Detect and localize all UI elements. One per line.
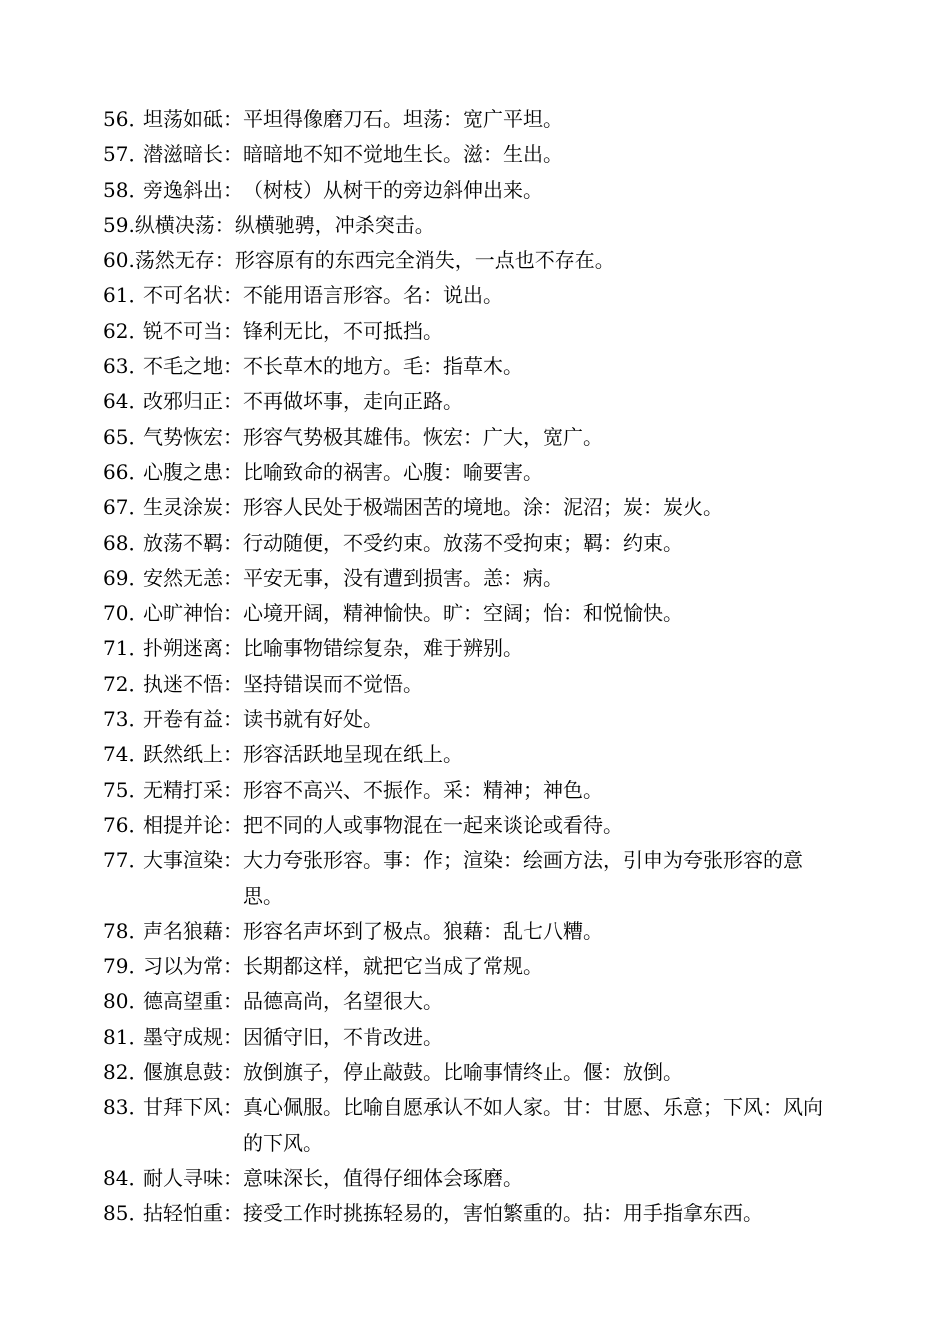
idiom-entry xyxy=(103,596,863,631)
idiom-term: 不可名状： xyxy=(143,283,243,308)
idiom-definition: 锋利无比，不可抵挡。 xyxy=(243,318,443,343)
idiom-term: 扑朔迷离： xyxy=(143,636,243,661)
entry-number: 62． xyxy=(103,318,149,343)
idiom-term: 纵横决荡： xyxy=(134,212,235,237)
idiom-definition: 不能用语言形容。名：说出。 xyxy=(243,283,503,308)
idiom-entry xyxy=(103,773,863,808)
idiom-term: 德高望重： xyxy=(143,989,243,1014)
idiom-term: 安然无恙： xyxy=(143,565,243,590)
idiom-definition: 长期都这样，就把它当成了常规。 xyxy=(243,954,543,979)
idiom-definition: 平坦得像磨刀石。坦荡：宽广平坦。 xyxy=(243,107,563,131)
entry-number: 60. xyxy=(103,248,135,273)
idiom-definition: 因循守旧，不肯改进。 xyxy=(243,1024,443,1049)
idiom-definition: 真心佩服。比喻自愿承认不如人家。甘：甘愿、乐意；下风：风向的下风。 xyxy=(243,1095,823,1155)
idiom-entry xyxy=(103,102,863,137)
idiom-definition: 不长草木的地方。毛：指草木。 xyxy=(243,354,523,379)
idiom-definition: 读书就有好处。 xyxy=(243,707,383,732)
idiom-definition: 放倒旗子，停止敲鼓。比喻事情终止。偃：放倒。 xyxy=(243,1060,683,1085)
idiom-entry xyxy=(103,349,863,384)
entry-number: 69． xyxy=(103,565,149,590)
idiom-entry xyxy=(103,314,863,349)
idiom-term: 偃旗息鼓： xyxy=(143,1060,243,1085)
idiom-entry xyxy=(103,243,863,278)
idiom-term: 墨守成规： xyxy=(143,1024,243,1049)
idiom-definition: 比喻致命的祸害。心腹：喻要害。 xyxy=(243,459,543,484)
entry-number: 57． xyxy=(103,142,149,167)
idiom-entry xyxy=(103,526,863,561)
idiom-entry xyxy=(103,173,863,208)
idiom-term: 拈轻怕重： xyxy=(143,1201,243,1226)
idiom-definition: 比喻事物错综复杂，难于辨别。 xyxy=(243,636,523,661)
idiom-entry xyxy=(103,1055,863,1090)
idiom-entry xyxy=(103,1090,863,1161)
idiom-entry xyxy=(103,208,863,243)
idiom-term: 心腹之患： xyxy=(143,459,243,484)
entry-number: 67． xyxy=(103,495,149,520)
idiom-definition: 把不同的人或事物混在一起来谈论或看待。 xyxy=(243,812,623,837)
idiom-definition: 意味深长，值得仔细体会琢磨。 xyxy=(243,1165,523,1190)
idiom-term: 习以为常： xyxy=(143,954,243,979)
idiom-entry xyxy=(103,914,863,949)
entry-number: 72． xyxy=(103,671,149,696)
idiom-term: 不毛之地： xyxy=(143,354,243,379)
entry-number: 74． xyxy=(103,742,149,767)
idiom-entry xyxy=(103,1020,863,1055)
entry-number: 71． xyxy=(103,636,149,661)
idiom-term: 锐不可当： xyxy=(143,318,243,343)
entry-number: 77． xyxy=(103,848,149,873)
idiom-entry xyxy=(103,1196,863,1231)
entry-number: 65． xyxy=(103,424,149,449)
entry-number: 82． xyxy=(103,1060,149,1085)
entry-number: 80． xyxy=(103,989,149,1014)
idiom-definition: 纵横驰骋，冲杀突击。 xyxy=(234,212,435,237)
idiom-entry xyxy=(103,384,863,419)
entry-number: 84． xyxy=(103,1165,149,1190)
idiom-definition: 形容名声坏到了极点。狼藉：乱七八糟。 xyxy=(243,918,603,943)
entry-number: 73． xyxy=(103,707,149,732)
idiom-term: 坦荡如砥： xyxy=(143,107,243,131)
idiom-entry xyxy=(103,984,863,1019)
idiom-entry xyxy=(103,702,863,737)
idiom-term: 心旷神怡： xyxy=(143,601,243,626)
entry-number: 58． xyxy=(103,177,149,202)
entry-number: 63． xyxy=(103,354,149,379)
idiom-term: 开卷有益： xyxy=(143,707,243,732)
idiom-term: 放荡不羁： xyxy=(143,530,243,555)
idiom-entry xyxy=(103,561,863,596)
entry-number: 70． xyxy=(103,601,149,626)
idiom-entry xyxy=(103,137,863,172)
idiom-entry xyxy=(103,420,863,455)
idiom-definition: 大力夸张形容。事：作；渲染：绘画方法，引申为夸张形容的意思。 xyxy=(243,848,803,908)
idiom-list xyxy=(103,102,863,1232)
idiom-definition: 暗暗地不知不觉地生长。滋：生出。 xyxy=(243,142,563,167)
entry-number: 85． xyxy=(103,1201,149,1226)
idiom-entry xyxy=(103,667,863,702)
idiom-term: 声名狼藉： xyxy=(143,918,243,943)
entry-number: 81． xyxy=(103,1024,149,1049)
entry-number: 56． xyxy=(103,107,149,131)
entry-number: 68． xyxy=(103,530,149,555)
idiom-term: 生灵涂炭： xyxy=(143,495,243,520)
idiom-definition: 形容人民处于极端困苦的境地。涂：泥沼；炭：炭火。 xyxy=(243,495,723,520)
idiom-term: 无精打采： xyxy=(143,777,243,802)
idiom-term: 耐人寻味： xyxy=(143,1165,243,1190)
idiom-definition: 心境开阔，精神愉快。旷：空阔；怡：和悦愉快。 xyxy=(243,601,683,626)
idiom-entry xyxy=(103,455,863,490)
idiom-entry xyxy=(103,1161,863,1196)
idiom-term: 改邪归正： xyxy=(143,389,243,414)
idiom-term: 跃然纸上： xyxy=(143,742,243,767)
entry-number: 64． xyxy=(103,389,149,414)
idiom-definition: 坚持错误而不觉悟。 xyxy=(243,671,423,696)
entry-number: 75． xyxy=(103,777,149,802)
entry-number: 66． xyxy=(103,459,149,484)
idiom-entry xyxy=(103,278,863,313)
idiom-term: 气势恢宏： xyxy=(143,424,243,449)
idiom-definition: 形容活跃地呈现在纸上。 xyxy=(243,742,463,767)
entry-number: 79． xyxy=(103,954,149,979)
idiom-term: 旁逸斜出： xyxy=(143,177,243,202)
idiom-term: 荡然无存： xyxy=(134,248,235,273)
idiom-entry xyxy=(103,949,863,984)
idiom-term: 大事渲染： xyxy=(143,848,243,873)
idiom-term: 潜滋暗长： xyxy=(143,142,243,167)
idiom-entry xyxy=(103,490,863,525)
idiom-term: 相提并论： xyxy=(143,812,243,837)
idiom-entry xyxy=(103,843,863,914)
entry-number: 83． xyxy=(103,1095,149,1120)
idiom-term: 执迷不悟： xyxy=(143,671,243,696)
entry-number: 59. xyxy=(103,212,135,237)
idiom-definition: 形容气势极其雄伟。恢宏：广大，宽广。 xyxy=(243,424,603,449)
idiom-definition: 不再做坏事，走向正路。 xyxy=(243,389,463,414)
idiom-term: 甘拜下风： xyxy=(143,1095,243,1120)
idiom-entry xyxy=(103,808,863,843)
idiom-definition: 形容原有的东西完全消失，一点也不存在。 xyxy=(234,248,615,273)
idiom-definition: 形容不高兴、不振作。采：精神；神色。 xyxy=(243,777,603,802)
entry-number: 76． xyxy=(103,812,149,837)
entry-number: 61． xyxy=(103,283,149,308)
idiom-definition: 行动随便，不受约束。放荡不受拘束；羁：约束。 xyxy=(243,530,683,555)
idiom-entry xyxy=(103,737,863,772)
idiom-entry xyxy=(103,631,863,666)
idiom-definition: 平安无事，没有遭到损害。恙：病。 xyxy=(243,565,563,590)
idiom-definition: （树枝）从树干的旁边斜伸出来。 xyxy=(243,177,543,202)
idiom-definition: 接受工作时挑拣轻易的，害怕繁重的。拈：用手指拿东西。 xyxy=(243,1201,763,1226)
idiom-definition: 品德高尚，名望很大。 xyxy=(243,989,443,1014)
entry-number: 78． xyxy=(103,918,149,943)
